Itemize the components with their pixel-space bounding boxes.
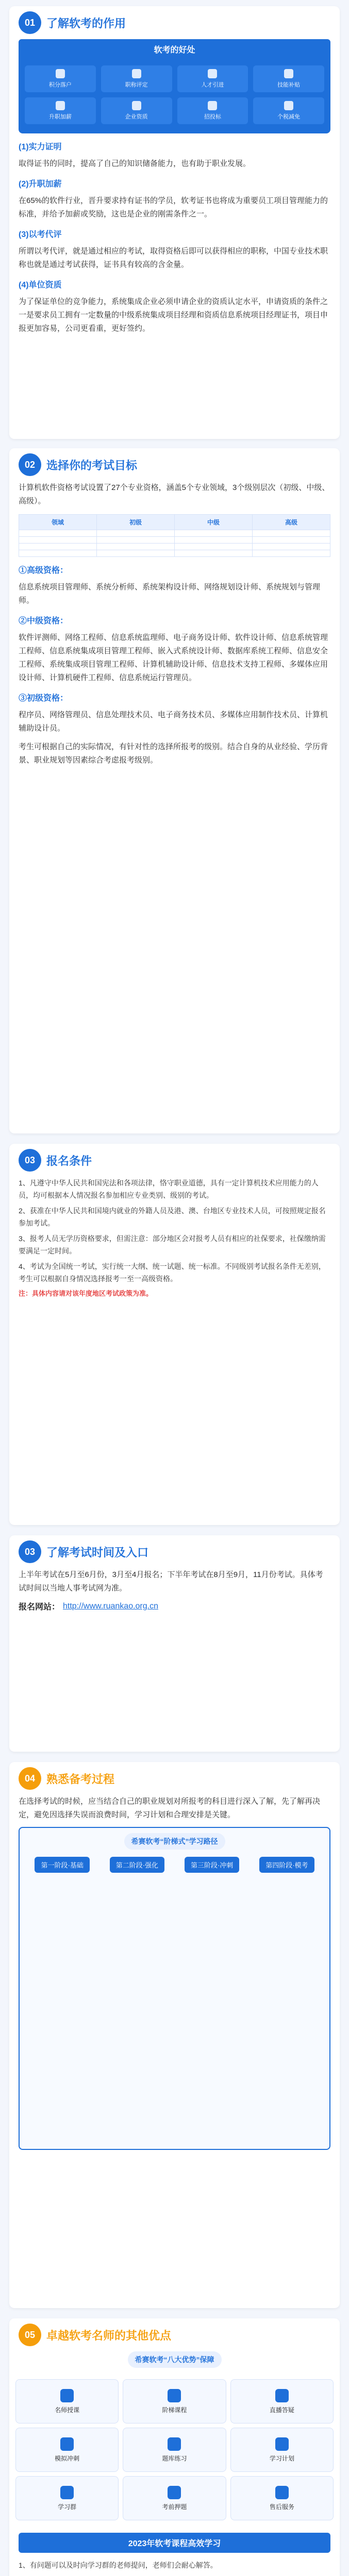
benefits-banner: 软考的好处	[19, 39, 330, 59]
wallet-icon	[284, 69, 293, 78]
item-text: 在65%的软件行业，晋升要求持有证书的学员，软考证书也将成为重要员工项目管理能力的标准，并给予加薪或奖励，这也是企业的刚需条件之一。	[19, 196, 328, 218]
item-heading: (4)单位资质	[19, 281, 62, 290]
icon-cell: 人才引进	[177, 65, 248, 92]
condition-item: 4、考试为全国统一考试，实行统一大纲、统一试题、统一标准。不同级别考试报名条件无差别，考生可以根据自身情况选择报考一至一高级资格。	[19, 1262, 326, 1283]
section-title: 选择你的考试目标	[46, 459, 138, 472]
house-icon	[56, 69, 65, 78]
section-number: 04	[19, 1767, 41, 1790]
section-number: 03	[19, 1149, 41, 1172]
section-header	[19, 1767, 330, 1790]
flow-title: 希赛软考“阶梯式”学习路径	[124, 1833, 225, 1850]
level-heading: ③初级资格：	[19, 694, 69, 703]
icon-cell: 职称评定	[101, 65, 172, 92]
icon-cell: 技能补贴	[253, 65, 324, 92]
benefit-card: 模拟冲刺	[15, 2428, 119, 2472]
section-header	[19, 1149, 330, 1172]
section-number: 02	[19, 453, 41, 476]
icon-cell: 招投标	[177, 97, 248, 124]
portal-label: 报名网站：	[19, 1603, 60, 1612]
prep-text: 在选择考试的时候，应当结合自己的职业规划对所报考的科目进行深入了解，先了解再决定，避免因选择失误而浪费时间，学习计划和合理安排是关键。	[19, 1797, 321, 1819]
chart-icon	[56, 101, 65, 110]
level-text: 软件评测师、网络工程师、信息系统监理师、电子商务设计师、软件设计师、信息系统管理工程师、信息系统集成项目管理工程师、嵌入式系统设计师、数据库系统工程师、信息安全工程师、系统集成项目管理工程师、计算机辅助设计师、信息技术支持工程师、多媒体应用设计师、计算机硬件工程师、信息系统运行管理员。	[19, 633, 328, 682]
benefit-icon-grid	[19, 59, 330, 130]
conditions-list	[19, 1177, 330, 1285]
flow-diagram-area	[25, 1876, 324, 2144]
table-head: 领域	[19, 515, 97, 530]
teacher-icon	[60, 2389, 74, 2402]
section-header	[19, 453, 330, 476]
section-header	[19, 11, 330, 34]
flow-step: 第一阶段·基础	[35, 1857, 89, 1873]
learning-flow	[19, 1827, 330, 2150]
bank-icon	[168, 2437, 181, 2451]
section-4	[9, 1535, 340, 1752]
item-heading: (3)以考代评	[19, 230, 62, 239]
icon-cell: 积分落户	[25, 65, 96, 92]
section-title: 卓越软考名师的其他优点	[46, 2329, 172, 2342]
condition-note: 注：具体内容请对该年度地区考试政策为准。	[19, 1290, 153, 1297]
benefit-card: 名师授课	[15, 2379, 119, 2424]
exam-time-text: 上半年考试在5月至6月份，3月至4月报名；下半年考试在8月至9月，11月份考试。具体考试时间以当地人事考试网为准。	[19, 1570, 323, 1592]
levels-table-grid	[19, 514, 330, 557]
building-icon	[132, 101, 141, 110]
section-2	[9, 448, 340, 1133]
item-heading: (1)实力证明	[19, 143, 62, 151]
level-heading: ①高级资格：	[19, 566, 69, 575]
course-icon	[168, 2389, 181, 2402]
flow-step: 第三阶段·冲刺	[185, 1857, 239, 1873]
predict-icon	[168, 2486, 181, 2499]
section-6	[9, 2318, 340, 2576]
benefit-card: 学习计划	[230, 2428, 334, 2472]
section-number: 05	[19, 2324, 41, 2346]
section-title: 熟悉备考过程	[46, 1772, 115, 1786]
benefit-title: 希赛软考“八大优势”保障	[128, 2351, 222, 2368]
section-header	[19, 2324, 330, 2346]
doc-icon	[208, 101, 217, 110]
benefit-card: 阶梯课程	[123, 2379, 226, 2424]
benefit-card: 学习群	[15, 2476, 119, 2520]
bottom-banner: 2023年软考课程高效学习	[19, 2533, 330, 2553]
table-head: 中级	[175, 515, 253, 530]
plan-icon	[275, 2437, 289, 2451]
benefit-card: 题库练习	[123, 2428, 226, 2472]
benefit-card: 考前押题	[123, 2476, 226, 2520]
benefit-grid	[9, 2373, 340, 2527]
level-heading: ②中级资格：	[19, 617, 69, 625]
portal-row	[19, 1600, 330, 1612]
intro-text: 计算机软件资格考试设置了27个专业资格，涵盖5个专业领域，3个级别层次（初级、中级、高级）。	[19, 483, 330, 505]
condition-item: 1、凡遵守中华人民共和国宪法和各项法律，恪守职业道德，具有一定计算机技术应用能力的人员，均可根据本人情况报名参加相应专业类别、级别的考试。	[19, 1179, 319, 1199]
condition-item: 2、获准在中华人民共和国境内就业的外籍人员及港、澳、台地区专业技术人员，可按照规定报名参加考试。	[19, 1207, 326, 1227]
level-text: 信息系统项目管理师、系统分析师、系统架构设计师、网络规划设计师、系统规划与管理师。	[19, 583, 321, 605]
flow-step: 第二阶段·强化	[110, 1857, 164, 1873]
section-title: 了解考试时间及入口	[46, 1546, 149, 1559]
level-text: 程序员、网络管理员、信息处理技术员、电子商务技术员、多媒体应用制作技术员、计算机辅助设计员。	[19, 710, 328, 733]
section-5	[9, 1762, 340, 2308]
section-title: 了解软考的作用	[46, 16, 126, 30]
benefits-card	[19, 39, 330, 133]
section-3	[9, 1144, 340, 1525]
group-icon	[60, 2486, 74, 2499]
advice-text: 考生可根据自己的实际情况，有针对性的选择所报考的级别。结合自身的从业经验、学历背景、职业规划等因素综合考虑报考级别。	[19, 742, 328, 765]
section-number: 03	[19, 1540, 41, 1563]
icon-cell: 个税减免	[253, 97, 324, 124]
flow-step: 第四阶段·模考	[259, 1857, 314, 1873]
table-head: 高级	[253, 515, 330, 530]
condition-item: 3、报考人员无学历资格要求，但需注意：部分地区会对报考人员有相应的社保要求，社保缴纳需要满足一定时间。	[19, 1234, 326, 1255]
benefit-card: 直播答疑	[230, 2379, 334, 2424]
users-icon	[208, 69, 217, 78]
item-heading: (2)升职加薪	[19, 180, 62, 189]
benefit-card: 售后服务	[230, 2476, 334, 2520]
table-head: 初级	[97, 515, 175, 530]
points-list	[19, 2559, 330, 2576]
levels-detail	[19, 564, 330, 767]
point-item: 1、有问题可以及时向学习群的老师提问，老师们会耐心解答。	[19, 2561, 218, 2569]
badge-icon	[132, 69, 141, 78]
benefits-list	[19, 141, 330, 335]
tax-icon	[284, 101, 293, 110]
section-header	[19, 1540, 330, 1563]
item-text: 取得证书的同时，提高了自己的知识储备能力，也有助于职业发展。	[19, 159, 251, 168]
portal-link[interactable]: http://www.ruankao.org.cn	[63, 1601, 158, 1611]
flow-steps	[25, 1854, 324, 1876]
section-number: 01	[19, 11, 41, 34]
section-1	[9, 6, 340, 439]
item-text: 为了保证单位的竞争能力，系统集成企业必须申请企业的资质认定水平，申请资质的条件之一是要求员工拥有一定数量的中级系统集成项目经理和资质信息系统项目经理证书，项目申报更加容易，公司更看重，更好签约。	[19, 297, 328, 333]
mock-icon	[60, 2437, 74, 2451]
levels-table	[19, 514, 330, 557]
item-text: 所谓以考代评，就是通过相应的考试，取得资格后即可以获得相应的职称，中国专业技术职称也就是通过考试获得，证书具有较高的含金量。	[19, 247, 328, 269]
service-icon	[275, 2486, 289, 2499]
icon-cell: 升职加薪	[25, 97, 96, 124]
live-icon	[275, 2389, 289, 2402]
section-title: 报名条件	[46, 1154, 92, 1167]
icon-cell: 企业资质	[101, 97, 172, 124]
